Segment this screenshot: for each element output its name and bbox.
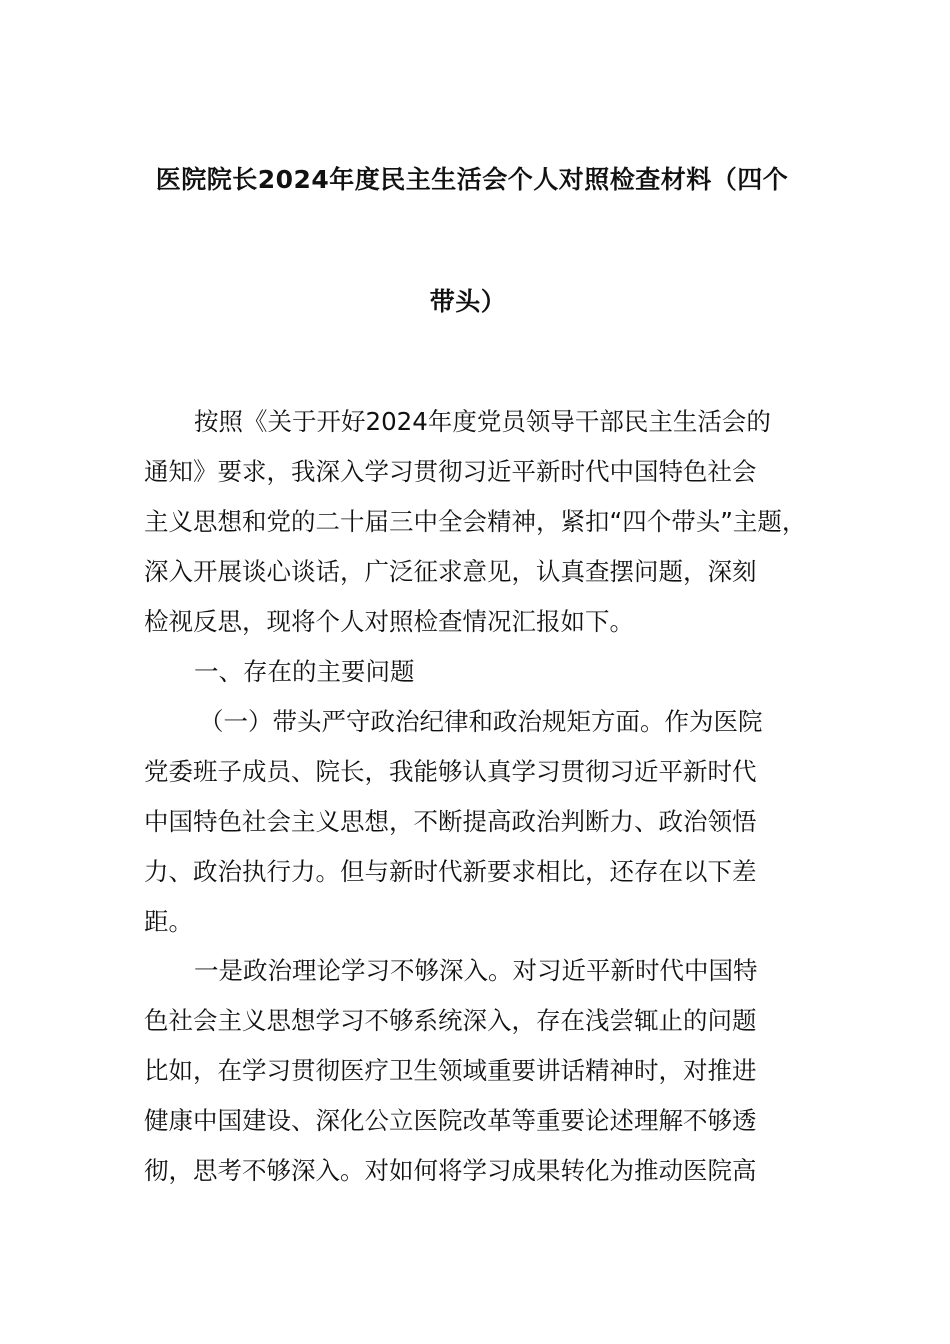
section-heading-main-problems [144,647,844,697]
paragraph-item-1 [144,697,844,947]
paragraph-line: 距。 [144,907,193,936]
section-heading-text: 一、存在的主要问题 [194,657,415,686]
paragraph-line: 主义思想和党的二十届三中全会精神，紧扣“四个带头”主题， [144,507,807,536]
paragraph-line: 彻，思考不够深入。对如何将学习成果转化为推动医院高 [144,1156,757,1185]
paragraph-line: （一）带头严守政治纪律和政治规矩方面。作为医院 [199,707,763,736]
paragraph-line: 力、政治执行力。但与新时代新要求相比，还存在以下差 [144,857,757,886]
paragraph-line: 按照《关于开好2024年度党员领导干部民主生活会的 [194,407,771,436]
paragraph-line: 党委班子成员、院长，我能够认真学习贯彻习近平新时代 [144,757,757,786]
document-title-line-2: 带头） [429,287,507,316]
paragraph-line: 深入开展谈心谈话，广泛征求意见，认真查摆问题，深刻 [144,557,757,586]
paragraph-line: 健康中国建设、深化公立医院改革等重要论述理解不够透 [144,1106,757,1135]
paragraph-line: 通知》要求，我深入学习贯彻习近平新时代中国特色社会 [144,457,757,486]
document-title-line-1: 医院院长2024年度民主生活会个人对照检查材料（四个 [155,165,789,194]
paragraph-intro [144,397,844,647]
paragraph-line: 一是政治理论学习不够深入。对习近平新时代中国特 [194,956,758,985]
paragraph-point-1 [144,946,844,1196]
paragraph-line: 中国特色社会主义思想，不断提高政治判断力、政治领悟 [144,807,757,836]
paragraph-line: 检视反思，现将个人对照检查情况汇报如下。 [144,607,634,636]
paragraph-line: 比如，在学习贯彻医疗卫生领域重要讲话精神时，对推进 [144,1056,757,1085]
paragraph-line: 色社会主义思想学习不够系统深入，存在浅尝辄止的问题 [144,1006,757,1035]
